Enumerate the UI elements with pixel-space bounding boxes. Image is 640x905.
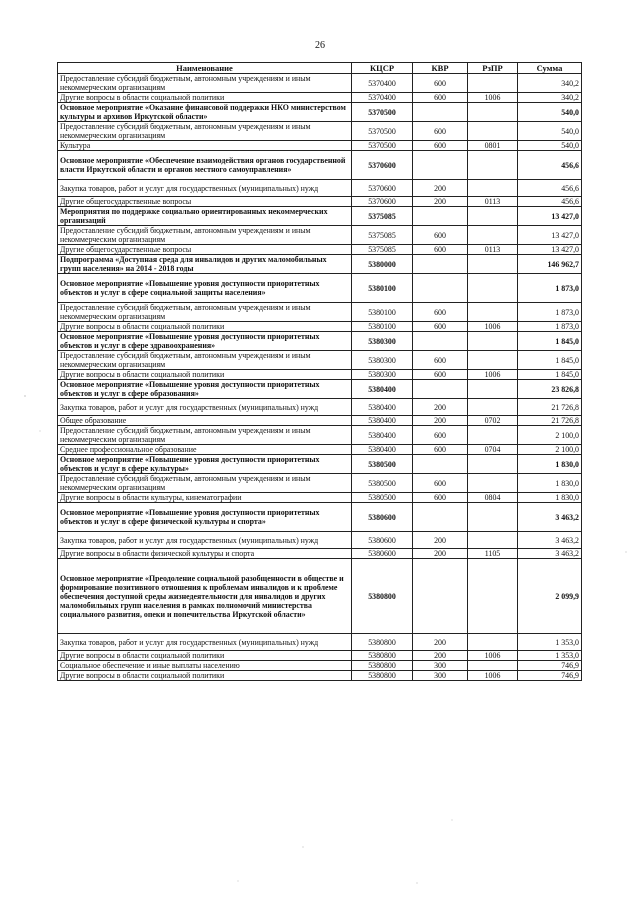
budget-table [57,62,582,681]
table-row [58,455,582,474]
row-rzpr-cell [468,103,518,122]
row-kvr-cell: 600 [413,245,468,255]
row-sum-cell: 2 100,0 [518,445,582,455]
row-rzpr-cell: 1006 [468,651,518,661]
row-kvr-cell [413,332,468,351]
row-sum-cell: 146 962,7 [518,255,582,274]
row-sum-cell: 1 845,0 [518,370,582,380]
row-kvr-cell: 600 [413,122,468,141]
row-kcsr-cell: 5380800 [352,651,413,661]
row-kvr-cell: 600 [413,322,468,332]
header-sum: Сумма [518,63,582,74]
table-row [58,493,582,503]
row-kvr-cell: 200 [413,399,468,416]
table-row [58,274,582,303]
row-kcsr-cell: 5380400 [352,380,413,399]
row-sum-cell: 1 830,0 [518,474,582,493]
table-row [58,303,582,322]
table-row [58,207,582,226]
header-name: Наименование [58,63,352,74]
row-name-cell: Основное мероприятие «Преодоление социальной разобщенности в обществе и формирование позитивного отношения к проблемам инвалидов и к проблеме обеспечения доступной среды жизнедеятельности для инвалидов и других маломобильных групп населения в рамках полномочий министерства социального развития, опеки и попечительства Иркутской области» [58,559,352,634]
row-name-cell: Предоставление субсидий бюджетным, автономным учреждениям и иным некоммерческим организациям [58,226,352,245]
table-row [58,380,582,399]
row-kcsr-cell: 5380500 [352,455,413,474]
row-kvr-cell: 600 [413,74,468,93]
row-name-cell: Другие вопросы в области социальной политики [58,651,352,661]
table-row [58,93,582,103]
row-kvr-cell [413,274,468,303]
row-name-cell: Другие общегосударственные вопросы [58,197,352,207]
row-name-cell: Общее образование [58,416,352,426]
row-rzpr-cell [468,274,518,303]
row-rzpr-cell: 1105 [468,549,518,559]
row-kvr-cell: 200 [413,634,468,651]
row-kcsr-cell: 5380600 [352,503,413,532]
row-sum-cell: 13 427,0 [518,226,582,245]
row-kvr-cell: 300 [413,671,468,681]
row-sum-cell: 21 726,8 [518,416,582,426]
header-kcsr: КЦСР [352,63,413,74]
header-kvr: КВР [413,63,468,74]
row-kvr-cell: 200 [413,549,468,559]
row-name-cell: Основное мероприятие «Повышение уровня доступности приоритетных объектов и услуг в сфере культуры» [58,455,352,474]
row-sum-cell: 456,6 [518,151,582,180]
row-kvr-cell: 600 [413,474,468,493]
row-kcsr-cell: 5380100 [352,303,413,322]
table-row [58,651,582,661]
table-row [58,634,582,651]
row-sum-cell: 3 463,2 [518,532,582,549]
row-sum-cell: 746,9 [518,671,582,681]
row-rzpr-cell: 0113 [468,245,518,255]
row-kcsr-cell: 5380100 [352,274,413,303]
row-kcsr-cell: 5380400 [352,445,413,455]
row-rzpr-cell: 0801 [468,141,518,151]
table-row [58,671,582,681]
row-kcsr-cell: 5370500 [352,141,413,151]
row-rzpr-cell [468,474,518,493]
row-kvr-cell: 600 [413,303,468,322]
table-body [58,74,582,681]
row-kcsr-cell: 5380100 [352,322,413,332]
row-kcsr-cell: 5370600 [352,180,413,197]
row-sum-cell: 1 830,0 [518,493,582,503]
row-name-cell: Основное мероприятие «Обеспечение взаимодействия органов государственной власти Иркутской области и органов местного самоуправления» [58,151,352,180]
row-name-cell: Другие вопросы в области социальной политики [58,671,352,681]
row-kcsr-cell: 5380400 [352,399,413,416]
row-kvr-cell [413,380,468,399]
row-sum-cell: 540,0 [518,141,582,151]
row-sum-cell: 1 830,0 [518,455,582,474]
row-kcsr-cell: 5380600 [352,549,413,559]
row-sum-cell: 1 873,0 [518,303,582,322]
row-rzpr-cell [468,559,518,634]
row-name-cell: Подпрограмма «Доступная среда для инвалидов и других маломобильных групп населения» на 2014 - 2018 годы [58,255,352,274]
row-kcsr-cell: 5380600 [352,532,413,549]
row-name-cell: Другие вопросы в области социальной политики [58,370,352,380]
table-row [58,141,582,151]
row-rzpr-cell [468,151,518,180]
row-kvr-cell [413,503,468,532]
row-kcsr-cell: 5380300 [352,332,413,351]
row-name-cell: Другие вопросы в области физической культуры и спорта [58,549,352,559]
row-kcsr-cell: 5380300 [352,351,413,370]
row-name-cell: Предоставление субсидий бюджетным, автономным учреждениям и иным некоммерческим организациям [58,426,352,445]
row-rzpr-cell [468,226,518,245]
row-sum-cell: 1 353,0 [518,651,582,661]
table-row [58,351,582,370]
row-rzpr-cell [468,661,518,671]
row-kvr-cell: 200 [413,651,468,661]
row-kcsr-cell: 5380800 [352,671,413,681]
table-row [58,399,582,416]
table-row [58,549,582,559]
row-kvr-cell: 600 [413,370,468,380]
row-sum-cell: 1 845,0 [518,332,582,351]
row-kcsr-cell: 5375085 [352,207,413,226]
row-rzpr-cell [468,351,518,370]
table-row [58,180,582,197]
row-rzpr-cell [468,74,518,93]
row-sum-cell: 21 726,8 [518,399,582,416]
row-sum-cell: 13 427,0 [518,207,582,226]
row-kcsr-cell: 5370500 [352,122,413,141]
table-row [58,474,582,493]
row-kvr-cell [413,207,468,226]
table-row [58,151,582,180]
row-sum-cell: 3 463,2 [518,549,582,559]
table-row [58,445,582,455]
row-rzpr-cell: 1006 [468,322,518,332]
table-row [58,532,582,549]
table-row [58,559,582,634]
row-sum-cell: 3 463,2 [518,503,582,532]
row-kcsr-cell: 5370500 [352,103,413,122]
row-sum-cell: 2 099,9 [518,559,582,634]
row-sum-cell: 13 427,0 [518,245,582,255]
row-name-cell: Предоставление субсидий бюджетным, автономным учреждениям и иным некоммерческим организациям [58,74,352,93]
row-kvr-cell: 200 [413,532,468,549]
row-sum-cell: 540,0 [518,103,582,122]
row-kcsr-cell: 5380800 [352,661,413,671]
row-sum-cell: 340,2 [518,74,582,93]
row-name-cell: Другие вопросы в области культуры, кинематографии [58,493,352,503]
row-kcsr-cell: 5380500 [352,493,413,503]
row-name-cell: Закупка товаров, работ и услуг для государственных (муниципальных) нужд [58,532,352,549]
row-name-cell: Предоставление субсидий бюджетным, автономным учреждениям и иным некоммерческим организациям [58,303,352,322]
table-row [58,661,582,671]
row-rzpr-cell [468,303,518,322]
row-rzpr-cell [468,455,518,474]
row-kvr-cell [413,103,468,122]
table-header-row [58,63,582,74]
row-rzpr-cell: 0804 [468,493,518,503]
table-row [58,370,582,380]
row-sum-cell: 746,9 [518,661,582,671]
row-name-cell: Предоставление субсидий бюджетным, автономным учреждениям и иным некоммерческим организациям [58,122,352,141]
row-rzpr-cell [468,503,518,532]
row-rzpr-cell [468,426,518,445]
row-sum-cell: 2 100,0 [518,426,582,445]
row-rzpr-cell [468,255,518,274]
table-row [58,245,582,255]
row-name-cell: Мероприятия по поддержке социально ориентированных некоммерческих организаций [58,207,352,226]
row-kvr-cell: 300 [413,661,468,671]
row-name-cell: Основное мероприятие «Оказание финансовой поддержки НКО министерством культуры и архивов Иркутской области» [58,103,352,122]
row-kcsr-cell: 5370400 [352,93,413,103]
table-row [58,322,582,332]
row-name-cell: Среднее профессиональное образование [58,445,352,455]
row-rzpr-cell [468,207,518,226]
table-row [58,332,582,351]
table-row [58,426,582,445]
table-row [58,503,582,532]
row-kcsr-cell: 5370400 [352,74,413,93]
row-name-cell: Закупка товаров, работ и услуг для государственных (муниципальных) нужд [58,634,352,651]
row-kcsr-cell: 5380400 [352,416,413,426]
table-row [58,255,582,274]
row-kvr-cell: 600 [413,93,468,103]
row-rzpr-cell [468,532,518,549]
row-name-cell: Предоставление субсидий бюджетным, автономным учреждениям и иным некоммерческим организациям [58,474,352,493]
table-row [58,416,582,426]
row-rzpr-cell [468,380,518,399]
row-kcsr-cell: 5375085 [352,245,413,255]
row-kvr-cell: 200 [413,180,468,197]
row-name-cell: Социальное обеспечение и иные выплаты населению [58,661,352,671]
row-kcsr-cell: 5370600 [352,197,413,207]
row-kvr-cell: 200 [413,416,468,426]
row-kcsr-cell: 5375085 [352,226,413,245]
table-row [58,122,582,141]
row-name-cell: Закупка товаров, работ и услуг для государственных (муниципальных) нужд [58,399,352,416]
row-kvr-cell: 600 [413,141,468,151]
table-row [58,74,582,93]
row-rzpr-cell [468,180,518,197]
page-number: 26 [315,40,325,51]
row-sum-cell: 540,0 [518,122,582,141]
row-sum-cell: 1 873,0 [518,322,582,332]
row-rzpr-cell: 1006 [468,671,518,681]
row-kvr-cell [413,255,468,274]
row-kcsr-cell: 5370600 [352,151,413,180]
row-kcsr-cell: 5380000 [352,255,413,274]
row-kcsr-cell: 5380500 [352,474,413,493]
row-kvr-cell: 600 [413,426,468,445]
row-sum-cell: 456,6 [518,180,582,197]
table-row [58,197,582,207]
row-rzpr-cell [468,122,518,141]
row-rzpr-cell: 1006 [468,370,518,380]
row-kvr-cell: 600 [413,351,468,370]
row-rzpr-cell: 0702 [468,416,518,426]
table-row [58,226,582,245]
row-name-cell: Закупка товаров, работ и услуг для государственных (муниципальных) нужд [58,180,352,197]
row-kvr-cell: 600 [413,493,468,503]
row-name-cell: Основное мероприятие «Повышение уровня доступности приоритетных объектов и услуг в сфере физической культуры и спорта» [58,503,352,532]
row-kcsr-cell: 5380800 [352,634,413,651]
row-kvr-cell: 200 [413,197,468,207]
row-name-cell: Культура [58,141,352,151]
row-kvr-cell [413,559,468,634]
row-kcsr-cell: 5380300 [352,370,413,380]
row-name-cell: Другие вопросы в области социальной политики [58,93,352,103]
row-name-cell: Основное мероприятие «Повышение уровня доступности приоритетных объектов и услуг в сфере социальной защиты населения» [58,274,352,303]
row-rzpr-cell: 0113 [468,197,518,207]
row-name-cell: Другие вопросы в области социальной политики [58,322,352,332]
row-kvr-cell: 600 [413,445,468,455]
row-kvr-cell [413,455,468,474]
row-rzpr-cell [468,332,518,351]
row-kvr-cell: 600 [413,226,468,245]
row-rzpr-cell: 0704 [468,445,518,455]
row-kcsr-cell: 5380800 [352,559,413,634]
row-name-cell: Предоставление субсидий бюджетным, автономным учреждениям и иным некоммерческим организациям [58,351,352,370]
row-sum-cell: 23 826,8 [518,380,582,399]
row-sum-cell: 456,6 [518,197,582,207]
row-name-cell: Другие общегосударственные вопросы [58,245,352,255]
row-sum-cell: 340,2 [518,93,582,103]
table-row [58,103,582,122]
row-sum-cell: 1 845,0 [518,351,582,370]
row-sum-cell: 1 353,0 [518,634,582,651]
row-rzpr-cell: 1006 [468,93,518,103]
header-rzpr: РзПР [468,63,518,74]
row-rzpr-cell [468,399,518,416]
row-kvr-cell [413,151,468,180]
row-name-cell: Основное мероприятие «Повышение уровня доступности приоритетных объектов и услуг в сфере здравоохранения» [58,332,352,351]
row-sum-cell: 1 873,0 [518,274,582,303]
row-kcsr-cell: 5380400 [352,426,413,445]
row-name-cell: Основное мероприятие «Повышение уровня доступности приоритетных объектов и услуг в сфере образования» [58,380,352,399]
row-rzpr-cell [468,634,518,651]
